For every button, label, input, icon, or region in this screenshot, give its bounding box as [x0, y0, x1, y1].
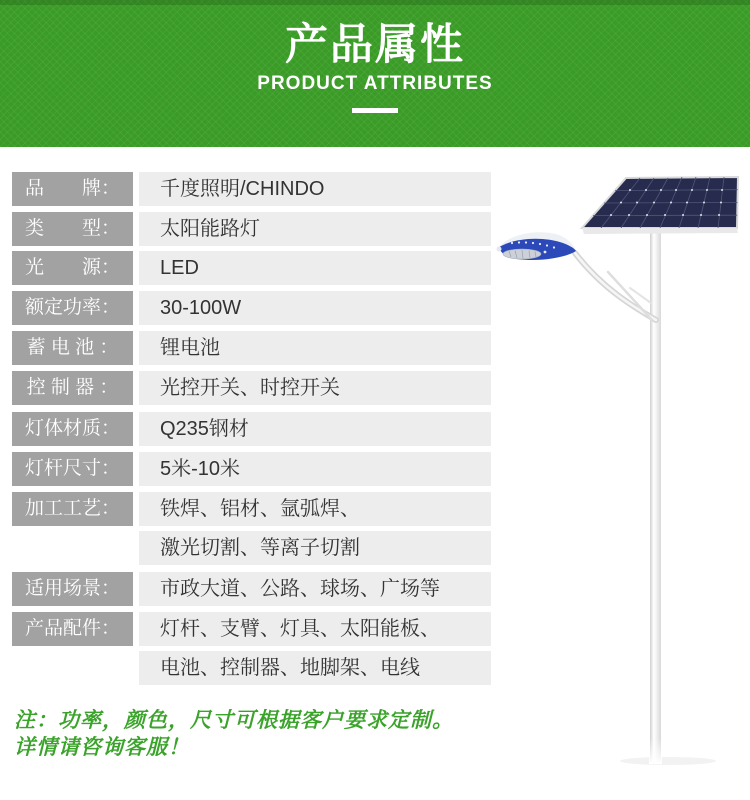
row-value: 千度照明/CHINDO [139, 172, 491, 206]
row-label: 额定功率： [12, 291, 133, 325]
solar-panel [582, 177, 738, 234]
row-label: 灯体材质： [12, 412, 133, 446]
custom-note [14, 706, 574, 760]
row-value: 太阳能路灯 [139, 212, 491, 246]
banner-top-strip [0, 0, 750, 5]
row-label: 光 源： [12, 251, 133, 285]
row-label: 适用场景： [12, 572, 133, 606]
row-label: 加工工艺： [12, 492, 133, 526]
row-label: 品 牌： [12, 172, 133, 206]
title-divider [352, 108, 398, 113]
row-label: 灯杆尺寸： [12, 452, 133, 486]
row-label: 类 型： [12, 212, 133, 246]
row-label: 控 制 器 ： [12, 371, 133, 405]
lamp-arm [575, 253, 656, 320]
row-value: 铁焊、铝材、氩弧焊、 [139, 492, 491, 526]
row-value: 灯杆、支臂、灯具、太阳能板、 [139, 612, 491, 646]
row-value: 锂电池 [139, 331, 491, 365]
row-label: 产品配件： [12, 612, 133, 646]
row-value: 光控开关、时控开关 [139, 371, 491, 405]
row-value: 30-100W [139, 291, 491, 325]
pole [649, 224, 662, 764]
header-banner [0, 0, 750, 147]
row-value: 市政大道、公路、球场、广场等 [139, 572, 491, 606]
page-subtitle: PRODUCT ATTRIBUTES [257, 73, 493, 94]
note-line-1: 注：功率，颜色，尺寸可根据客户要求定制。 [14, 707, 454, 732]
row-value: 5米-10米 [139, 452, 491, 486]
row-value: Q235钢材 [139, 412, 491, 446]
ground-shadow [620, 757, 716, 765]
row-value: LED [139, 251, 491, 285]
lamp-head [497, 232, 577, 260]
product-image-solar-street-light [480, 160, 750, 778]
note-line-2: 详情请咨询客服！ [14, 734, 190, 759]
page-title: 产品属性 [285, 21, 465, 69]
row-value: 激光切割、等离子切割 [139, 531, 491, 565]
row-label: 蓄 电 池 ： [12, 331, 133, 365]
row-value: 电池、控制器、地脚架、电线 [139, 651, 491, 685]
